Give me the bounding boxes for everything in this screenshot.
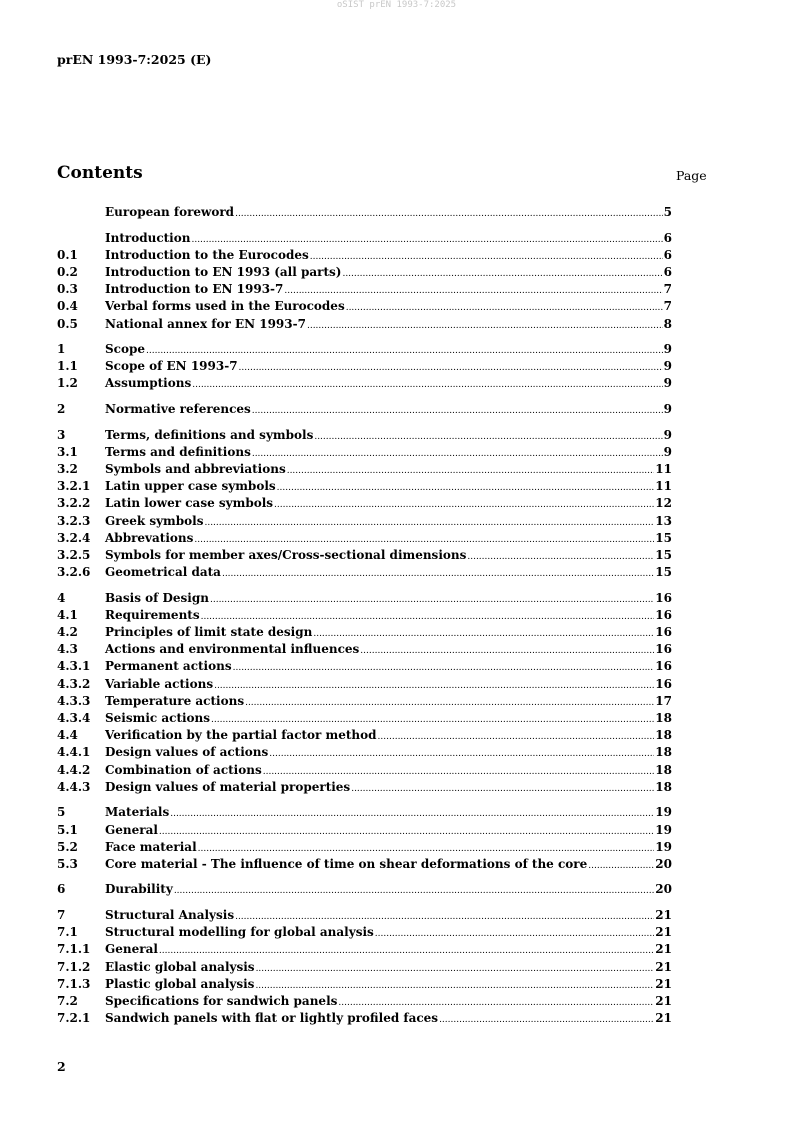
toc-dot-leader	[252, 446, 663, 463]
toc-entry[interactable]	[57, 298, 672, 315]
toc-entry[interactable]	[57, 993, 672, 1010]
toc-group	[57, 881, 672, 898]
toc-entry-page: 16	[655, 642, 672, 657]
toc-entry-page: 7	[663, 282, 672, 297]
toc-entry-number: 4	[57, 590, 66, 605]
toc-entry-number: 4.3.4	[57, 711, 91, 726]
toc-entry-title: Normative references	[105, 402, 251, 417]
toc-entry-page: 6	[663, 264, 672, 279]
toc-entry[interactable]	[57, 881, 672, 898]
toc-entry-title: Verbal forms used in the Eurocodes	[105, 299, 345, 314]
toc-entry-title: Terms and definitions	[105, 444, 251, 459]
toc-entry-title: Abbrevations	[105, 530, 194, 545]
toc-dot-leader	[588, 858, 654, 875]
toc-entry-number: 0.4	[57, 299, 78, 314]
contents-heading: Contents	[57, 163, 143, 183]
toc-dot-leader	[239, 360, 663, 377]
toc-entry-title: Durability	[105, 882, 173, 897]
toc-entry-title: Specifications for sandwich panels	[105, 994, 338, 1008]
toc-entry-title: Assumptions	[105, 376, 192, 391]
toc-entry-title: Plastic global analysis	[105, 976, 255, 991]
toc-entry-title: Seismic actions	[105, 711, 211, 726]
toc-entry-title: Introduction to the Eurocodes	[105, 247, 309, 262]
toc-entry-page: 18	[655, 728, 672, 743]
toc-entry-number: 0.1	[57, 247, 78, 262]
toc-entry-title: Scope of EN 1993-7	[105, 359, 238, 374]
toc-dot-leader	[307, 318, 663, 335]
toc-entry[interactable]	[57, 401, 672, 418]
watermark: oSIST prEN 1993-7:2025	[336, 0, 457, 10]
toc-entry[interactable]	[57, 230, 672, 247]
toc-entry-number: 7.2.1	[57, 1011, 91, 1026]
toc-entry[interactable]	[57, 641, 672, 658]
toc-group	[57, 401, 672, 418]
toc-entry-page: 13	[655, 513, 672, 528]
toc-entry-number: 7	[57, 908, 66, 923]
toc-entry[interactable]	[57, 744, 672, 761]
toc-dot-leader	[287, 463, 655, 480]
toc-entry[interactable]	[57, 375, 672, 392]
toc-entry-title: Symbols and abbreviations	[105, 462, 286, 476]
toc-entry-number: 0.3	[57, 282, 78, 297]
toc-entry-number: 5.3	[57, 856, 78, 871]
toc-entry-number: 7.1.3	[57, 976, 91, 991]
toc-entry[interactable]	[57, 839, 672, 856]
toc-entry-number: 1.2	[57, 376, 78, 391]
toc-entry-number: 4.4.2	[57, 762, 91, 777]
toc-group	[57, 230, 672, 333]
toc-entry[interactable]	[57, 624, 672, 641]
toc-entry-title: National annex for EN 1993-7	[105, 316, 306, 331]
toc-entry-page: 20	[655, 882, 672, 897]
toc-entry[interactable]	[57, 710, 672, 727]
toc-entry-title: Symbols for member axes/Cross-sectional dimensions	[105, 547, 467, 562]
toc-entry[interactable]	[57, 564, 672, 581]
toc-entry-page: 16	[655, 590, 672, 605]
toc-entry[interactable]	[57, 976, 672, 993]
toc-group	[57, 204, 672, 221]
toc-entry[interactable]	[57, 547, 672, 564]
toc-entry-page: 9	[663, 402, 672, 417]
toc-entry-number: 4.1	[57, 607, 78, 622]
toc-entry-page: 7	[663, 299, 672, 314]
toc-dot-leader	[375, 926, 655, 943]
toc-dot-leader	[222, 566, 654, 583]
toc-entry-number: 4.4.1	[57, 745, 91, 760]
page-column-label: Page	[676, 168, 707, 183]
toc-entry[interactable]	[57, 530, 672, 547]
toc-entry-title: Greek symbols	[105, 513, 204, 528]
toc-dot-leader	[214, 678, 654, 695]
toc-entry-page: 16	[655, 607, 672, 622]
toc-entry-number: 0.2	[57, 264, 78, 279]
toc-entry-page: 21	[655, 1011, 672, 1026]
toc-dot-leader	[252, 403, 663, 420]
toc-entry-number: 3.2.5	[57, 547, 91, 562]
toc-entry-page: 16	[655, 625, 672, 640]
toc-entry-title: Latin upper case symbols	[105, 479, 276, 494]
toc-entry-number: 7.1	[57, 925, 78, 940]
toc-entry-page: 21	[655, 959, 672, 974]
toc-entry-title: Geometrical data	[105, 565, 221, 580]
toc-dot-leader	[245, 695, 654, 712]
toc-entry[interactable]	[57, 959, 672, 976]
toc-entry-title: Introduction	[105, 230, 191, 245]
toc-group	[57, 427, 672, 582]
toc-entry-number: 3	[57, 427, 66, 442]
toc-dot-leader	[467, 549, 654, 566]
table-of-contents	[57, 204, 672, 1036]
toc-entry-number: 4.3.3	[57, 693, 91, 708]
toc-entry-number: 3.2.4	[57, 530, 91, 545]
toc-entry-page: 9	[663, 427, 672, 442]
toc-dot-leader	[310, 249, 663, 266]
toc-entry-page: 18	[655, 711, 672, 726]
toc-entry-number: 7.1.2	[57, 959, 91, 974]
toc-entry-title: Terms, definitions and symbols	[105, 427, 314, 442]
toc-entry-number: 3.2.3	[57, 513, 91, 528]
toc-group	[57, 341, 672, 393]
toc-entry-title: Temperature actions	[105, 693, 245, 708]
toc-entry[interactable]	[57, 856, 672, 873]
toc-entry-title: Materials	[105, 805, 170, 820]
toc-dot-leader	[170, 806, 654, 823]
toc-entry[interactable]	[57, 804, 672, 821]
toc-entry[interactable]	[57, 941, 672, 958]
toc-entry-title: Principles of limit state design	[105, 625, 313, 640]
toc-entry[interactable]	[57, 247, 672, 264]
toc-entry[interactable]	[57, 1010, 672, 1027]
toc-entry-title: Variable actions	[105, 676, 214, 691]
toc-entry[interactable]	[57, 513, 672, 530]
toc-entry[interactable]	[57, 658, 672, 675]
toc-entry-page: 19	[655, 805, 672, 820]
toc-entry[interactable]	[57, 779, 672, 796]
toc-entry[interactable]	[57, 590, 672, 607]
toc-dot-leader	[204, 515, 654, 532]
toc-entry-title: Actions and environmental influences	[105, 642, 360, 657]
toc-entry-title: Design values of actions	[105, 745, 269, 760]
toc-entry[interactable]	[57, 822, 672, 839]
toc-entry-title: Permanent actions	[105, 659, 232, 674]
toc-entry-number: 7.2	[57, 994, 78, 1008]
toc-entry-title: Verification by the partial factor method	[105, 728, 377, 743]
toc-entry[interactable]	[57, 281, 672, 298]
toc-entry-page: 15	[655, 547, 672, 562]
toc-entry-page: 21	[655, 908, 672, 923]
toc-entry-page: 8	[663, 316, 672, 331]
toc-dot-leader	[378, 729, 655, 746]
toc-entry[interactable]	[57, 676, 672, 693]
toc-entry-page: 9	[663, 342, 672, 357]
toc-entry-title: Structural Analysis	[105, 908, 235, 923]
toc-dot-leader	[269, 746, 654, 763]
toc-dot-leader	[351, 781, 654, 798]
toc-entry[interactable]	[57, 427, 672, 444]
toc-dot-leader	[313, 626, 654, 643]
toc-dot-leader	[210, 592, 654, 609]
toc-entry-number: 3.2	[57, 462, 78, 476]
toc-entry-number: 4.2	[57, 625, 78, 640]
toc-entry[interactable]	[57, 924, 672, 941]
toc-entry-page: 9	[663, 376, 672, 391]
toc-entry[interactable]	[57, 762, 672, 779]
toc-entry[interactable]	[57, 461, 672, 478]
toc-entry-title: Combination of actions	[105, 762, 262, 777]
toc-entry-title: Sandwich panels with flat or lightly profiled faces	[105, 1011, 439, 1026]
toc-entry-title: Design values of material properties	[105, 779, 351, 794]
toc-dot-leader	[360, 643, 654, 660]
toc-entry[interactable]	[57, 264, 672, 281]
toc-entry-number: 4.3	[57, 642, 78, 657]
toc-entry-number: 1.1	[57, 359, 78, 374]
toc-entry-page: 12	[655, 496, 672, 511]
toc-entry-page: 6	[663, 247, 672, 262]
toc-entry-number: 5.2	[57, 839, 78, 854]
toc-entry-page: 18	[655, 779, 672, 794]
toc-entry-number: 7.1.1	[57, 942, 91, 957]
toc-entry-page: 11	[655, 479, 672, 494]
toc-dot-leader	[277, 480, 655, 497]
toc-entry-page: 5	[663, 205, 672, 219]
toc-dot-leader	[439, 1012, 654, 1029]
toc-entry-title: Face material	[105, 839, 197, 854]
toc-entry-number: 4.3.2	[57, 676, 91, 691]
toc-entry-title: General	[105, 822, 158, 837]
toc-entry-page: 17	[655, 693, 672, 708]
toc-entry-number: 3.2.2	[57, 496, 91, 511]
toc-dot-leader	[192, 377, 662, 394]
toc-entry-page: 19	[655, 839, 672, 854]
toc-entry-number: 5.1	[57, 822, 78, 837]
toc-entry[interactable]	[57, 478, 672, 495]
footer-page-number: 2	[57, 1059, 66, 1074]
toc-entry-number: 0.5	[57, 316, 78, 331]
toc-entry-page: 19	[655, 822, 672, 837]
toc-entry[interactable]	[57, 607, 672, 624]
toc-entry[interactable]	[57, 204, 672, 221]
toc-dot-leader	[174, 883, 654, 900]
toc-entry-page: 6	[663, 230, 672, 245]
toc-entry-number: 5	[57, 805, 66, 820]
toc-group	[57, 907, 672, 1027]
toc-entry-page: 18	[655, 762, 672, 777]
toc-entry-number: 2	[57, 402, 66, 417]
toc-dot-leader	[314, 429, 662, 446]
toc-group	[57, 804, 672, 873]
toc-entry[interactable]	[57, 341, 672, 358]
toc-entry-page: 21	[655, 976, 672, 991]
toc-entry[interactable]	[57, 495, 672, 512]
toc-entry[interactable]	[57, 693, 672, 710]
toc-dot-leader	[233, 660, 655, 677]
toc-entry-number: 3.2.1	[57, 479, 91, 494]
toc-entry[interactable]	[57, 727, 672, 744]
toc-entry[interactable]	[57, 316, 672, 333]
toc-entry-title: Introduction to EN 1993 (all parts)	[105, 264, 342, 279]
toc-entry-number: 3.2.6	[57, 565, 91, 580]
toc-entry-page: 9	[663, 359, 672, 374]
toc-entry-page: 16	[655, 676, 672, 691]
toc-entry[interactable]	[57, 444, 672, 461]
toc-dot-leader	[256, 961, 655, 978]
toc-entry-page: 21	[655, 925, 672, 940]
toc-dot-leader	[346, 300, 663, 317]
toc-entry-page: 11	[655, 462, 672, 476]
toc-entry[interactable]	[57, 358, 672, 375]
toc-entry-number: 3.1	[57, 444, 78, 459]
toc-entry-page: 15	[655, 565, 672, 580]
document-identifier: prEN 1993-7:2025 (E)	[57, 52, 212, 67]
toc-entry[interactable]	[57, 907, 672, 924]
toc-entry-number: 4.3.1	[57, 659, 91, 674]
toc-entry-page: 15	[655, 530, 672, 545]
toc-entry-title: Scope	[105, 342, 146, 357]
toc-entry-page: 18	[655, 745, 672, 760]
toc-entry-number: 4.4.3	[57, 779, 91, 794]
toc-dot-leader	[235, 206, 663, 223]
toc-dot-leader	[342, 266, 662, 283]
toc-entry-page: 20	[655, 856, 672, 871]
toc-entry-title: Basis of Design	[105, 590, 209, 605]
toc-entry-title: European foreword	[105, 205, 235, 219]
toc-entry-title: Structural modelling for global analysis	[105, 925, 374, 940]
toc-entry-page: 21	[655, 942, 672, 957]
toc-group	[57, 590, 672, 796]
toc-entry-title: Introduction to EN 1993-7	[105, 282, 284, 297]
toc-entry-number: 6	[57, 882, 66, 897]
toc-entry-number: 1	[57, 342, 66, 357]
toc-entry-page: 9	[663, 444, 672, 459]
toc-entry-page: 16	[655, 659, 672, 674]
toc-dot-leader	[159, 824, 654, 841]
toc-dot-leader	[274, 497, 654, 514]
toc-entry-title: Requirements	[105, 607, 200, 622]
toc-entry-number: 4.4	[57, 728, 78, 743]
toc-entry-page: 21	[655, 994, 672, 1008]
toc-entry-title: Latin lower case symbols	[105, 496, 274, 511]
toc-entry-title: Elastic global analysis	[105, 959, 255, 974]
toc-entry-title: Core material - The influence of time on shear deformations of the core	[105, 856, 588, 871]
toc-entry-title: General	[105, 942, 158, 957]
